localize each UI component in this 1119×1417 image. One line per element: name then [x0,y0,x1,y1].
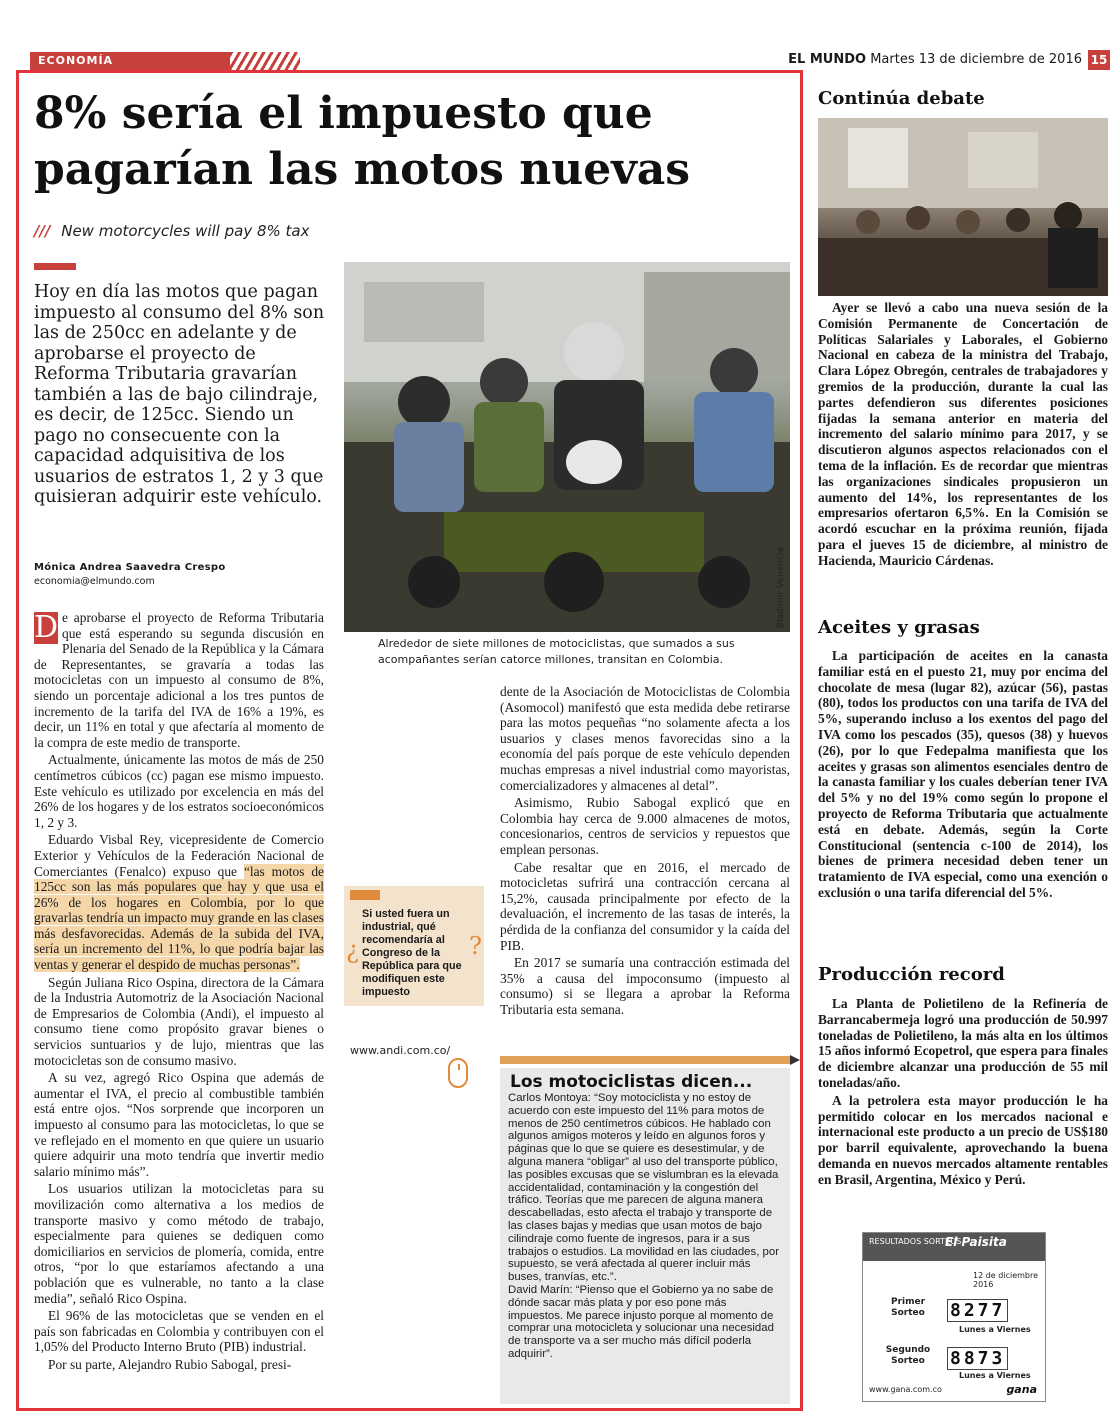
sidebar-text-produccion [818,996,1108,1190]
body-column-2 [500,684,790,1019]
paper-name: EL MUNDO [788,52,867,67]
sidebar-text-debate [818,300,1108,571]
mouse-icon [448,1058,468,1088]
section-hatch [230,52,300,70]
sidebar-title-produccion: Producción record [818,964,1005,985]
body-paragraph: En 2017 se sumaría una contracción estimada del 35% a causa del impoconsumo (impuesto al consumo) si se llegara a aprobar la Reforma Tributaria esta semana. [500,955,790,1017]
pencil-icon [500,1056,790,1064]
author-email: economia@elmundo.com [34,576,155,587]
lottery-date: 12 de diciembre 2016 [973,1271,1039,1289]
web-link[interactable]: www.andi.com.co/ [350,1044,451,1057]
body-paragraph: Eduardo Visbal Rey, vicepresidente de Comercio Exterior y Vehículos de la Federación Nacional de Comerciantes (Fenalco) expuso que “las motos de 125cc son las más populares que hay y que usa el 26% de los hogares en Colombia, por lo que gravarlas tendría un impacto muy grande en las clases más desfavorecidas. Además de la subida del IVA, sería un incremento del 11%, lo que podría bajar las ventas y generar el despido de muchas personas”. [34,832,324,973]
sidebar-title-debate: Continúa debate [818,88,985,109]
first-draw-days: Lunes a Viernes [959,1325,1031,1334]
sidebar-paragraph: La participación de aceites en la canasta familiar está en el puesto 21, muy por encima del chocolate de mesa (lugar 82), azúcar (56), pastas (80), todos los productos con una tarifa de IVA del 5%, superando incluso a los exentos del pago del IVA como los pescados (35), quesos (38) y huevos (26), por lo que Fedepalma manifiesta que los aceites y grasas son alimentos esenciales dentro de la canasta familiar y los cuales deberían tener IVA del 5% y no del 19% como según lo propone el proyecto de Reforma Tributaria que actualmente está en debate. Además, según la Corte Constitucional (sentencia c-100 de 2014), los bienes de primera necesidad deben tener un tratamiento de IVA especial, como una exención o exclusión o una tarifa diferencial del 5%. [818,648,1108,900]
question-tag [350,890,380,900]
gana-logo: gana [1006,1383,1037,1396]
date-text: Martes 13 de diciembre de 2016 [870,52,1082,67]
photo-credit: Bladimir Venencia [776,546,786,628]
page-number: 15 [1088,50,1110,70]
sidebar-paragraph: Ayer se llevó a cabo una nueva sesión de la Comisión Permanente de Concertación de Políticas Salariales y Laborales, el Gobierno Nacional en cabeza de la ministra del Trabajo, Clara López Obregón, centrales de trabajadores y gremios de la producción, durante la cual las partes defendieron sus diferentes posiciones fijadas la semana anterior en materia del incremento del salario mínimo para 2017, y se discutieron algunos aspectos relacionados con el tema de la inflación. Es de recordar que mientras las organizaciones sindicales propusieron un aumento del 14%, los representantes de los empresarios ofertaron 6,5%. En la Comisión se acordó escuchar en la próxima reunión, fijada para el jueves 15 de diciembre, al ministro de Hacienda, Mauricio Cárdenas. [818,300,1108,568]
sidebar-paragraph: La Planta de Polietileno de la Refinería de Barrancabermeja logró una producción de 50.997 toneladas de Polietileno, la más alta en los últimos 15 años informó Ecopetrol, que espera para finales de diciembre alcanzar una producción de 55 mil toneladas/año. [818,996,1108,1090]
author-byline: Mónica Andrea Saavedra Crespo [34,562,226,573]
body-paragraph: El 96% de las motocicletas que se venden en el país son fabricadas en Colombia y contribuyen con el 1,05% del Producto Interno Bruto (PIB) industrial. [34,1308,324,1355]
section-tag: ECONOMÍA [30,52,230,70]
sidebar-title-aceites: Aceites y grasas [818,617,980,638]
lottery-header: RESULTADOS SORTEOS [863,1233,1045,1261]
first-draw-label: Primer Sorteo [890,1297,926,1318]
second-draw-label: Segundo Sorteo [885,1345,931,1366]
opinion-text: Carlos Montoya: “Soy motociclista y no estoy de acuerdo con este impuesto del 11% para motos de menos de 250 centímetros cúbicos. He hablado con algunos amigos moteros y leído en algunos foros y páginas que lo que se quiere es desestimular, y de alguna manera “obligar” al uso del transporte público, las posibles excusas que se vislumbran es la elevada accidentalidad, contaminación y la congestión del tráfico. Teorías que me parecen de alguna manera descabelladas, esto afecta el trabajo y transporte de las clases bajas y medias que usan motos de bajo cilindraje como fuente de ingresos, para ir a sus trabajos o estudios. La movilidad en las ciudades, por supuesto, se verá afectada al querer incluir más buses, tranvías, etc.”. [508,1092,780,1284]
motorcycle-photo [344,262,790,632]
body-paragraph: Según Juliana Rico Ospina, directora de la Cámara de la Industria Automotriz de la Asociación Nacional de Empresarios de Colombia (Andi), el impuesto al consumo tiene como propósito gravar bienes o servicios suntuarios y de lujo, mientras que las motocicletas son de consumo masivo. [34,974,324,1068]
body-paragraph: Actualmente, únicamente las motos de más de 250 centímetros cúbicos (cc) pagan ese mismo impuesto. Este vehículo es utilizado por excelencia en más del 26% de los hogares y de los estratos socioeconómicos 1, 2 y 3. [34,752,324,830]
photo-caption: Alrededor de siete millones de motociclistas, que sumados a sus acompañantes serían catorce millones, transitan en Colombia. [378,637,735,666]
dropcap: D [34,610,59,645]
meeting-photo [818,118,1108,296]
second-draw-number: 8873 [947,1347,1008,1370]
question-text: Si usted fuera un industrial, qué recomendaría al Congreso de la República para que modifiquen este impuesto [362,908,462,998]
highlighted-quote: “las motos de 125cc son las más populares que hay y que usa el 26% de los hogares en Colombia, por lo que gravarlas tendría un impacto muy grande en las clases más desfavorecidas. Además de la subida del IVA, sería un incremento del 11%, lo que podría bajar las ventas y generar el despido de muchas personas”. [34,863,324,973]
opinion-title: Los motociclistas dicen... [510,1072,753,1092]
lottery-site: www.gana.com.co [869,1385,942,1394]
subhead-text: New motorcycles will pay 8% tax [61,222,310,240]
top-bar [30,52,1110,70]
second-draw-days: Lunes a Viernes [959,1371,1031,1380]
meeting-photo-drawing [818,118,1108,296]
opinion-box [500,1068,790,1404]
body-paragraph: dente de la Asociación de Motociclistas de Colombia (Asomocol) manifestó que esta medida debe retirarse para las motos pequeñas “no solamente afecta a los usuarios y clases menos favorecidas sino a la economía del país porque de este vehículo dependen muchas empresas a nivel industrial como mayoristas, comercializadores y almacenes al detal”. [500,684,790,793]
subhead-slashes: /// [34,222,51,240]
lead-paragraph: Hoy en día las motos que pagan impuesto al consumo del 8% son las de 250cc en adelante y de aprobarse el proyecto de Reforma Tributaria gravarían también a las de bajo cilindraje, es decir, de 125cc. Siendo un pago no consecuente con la capacidad adquisitiva de los usuarios de estratos 1, 2 y 3 que quisieran adquirir este vehículo. [34,282,325,507]
dateline [788,52,1082,67]
sidebar-text-aceites [818,648,1108,903]
question-box [344,886,484,1006]
question-close-icon: ? [469,932,482,960]
subhead [34,222,309,240]
body-column-1 [34,610,324,1375]
question-open-icon: ¿ [346,936,359,964]
body-paragraph: A su vez, agregó Rico Ospina que además de aumentar el IVA, el precio al combustible también está entre ojos. “Nos sorprende que incorporen un impuesto al consumo para las motocicletas, lo que se ve reflejado en el momento en que quiere un usuario quiere adquirir una moto tendría que invertir medio salario mínimo más”. [34,1070,324,1179]
motorcycle-photo-drawing [344,262,790,632]
red-divider [34,263,76,270]
lottery-brand: El Paisita [945,1235,1007,1249]
body-paragraph: Los usuarios utilizan la motocicletas para su movilización como alternativa a los medios de transporte masivo y como método de trabajo, especialmente para quienes se dediquen como domiciliarios en servicios de plomería, comida, entre otros, “por lo que estaríamos afectando a una población que es vulnerable, no tanto a la clase media”, señaló Rico Ospina. [34,1181,324,1306]
headline: 8% sería el impuesto que pagarían las motos nuevas [34,88,691,195]
body-paragraph: D e aprobarse el proyecto de Reforma Tributaria que está esperando su segunda discusión en Plenaria del Senado de la República y la Cámara de Representantes, se gravaría a todas las motocicletas con un impuesto al consumo de 8%, siendo un porcentaje adicional a los tres puntos de incremento de la tarifa del IVA de 16% a 19%, es decir, un 11% en total y que afectaría al momento de la compra de este medio de transporte. [34,610,324,750]
body-paragraph: Asimismo, Rubio Sabogal explicó que en Colombia hay cerca de 9.000 almacenes de motos, concesionarios, centros de servicios y repuestos que emplean personas. [500,795,790,857]
opinion-text: David Marín: “Pienso que el Gobierno ya no sabe de dónde sacar más plata y por eso pone más impuestos. Me parece injusto porque al momento de comprar una motocicleta y solucionar una necesidad de transporte va a ser mucho más difícil poderla adquirir”. [508,1283,774,1360]
body-paragraph: Por su parte, Alejandro Rubio Sabogal, presi- [48,1356,292,1372]
first-draw-number: 8277 [947,1299,1008,1322]
body-paragraph: Cabe resaltar que en 2016, el mercado de motocicletas sufrirá una contracción cercana al 15,2%, causada principalmente por efecto de la devaluación, el incremento de las tasas de interés, la pérdida de la confianza del consumidor y la caída del PIB. [500,859,790,953]
sidebar-paragraph: A la petrolera esta mayor producción le ha permitido colocar en los mercados nacional e internacional este producto a un precio de US$180 por barril equivalente, aprovechando la buena demanda en nuevos mercados altamente rentables en Brasil, Argentina, México y Perú. [818,1092,1108,1187]
lottery-results-box [862,1232,1046,1402]
